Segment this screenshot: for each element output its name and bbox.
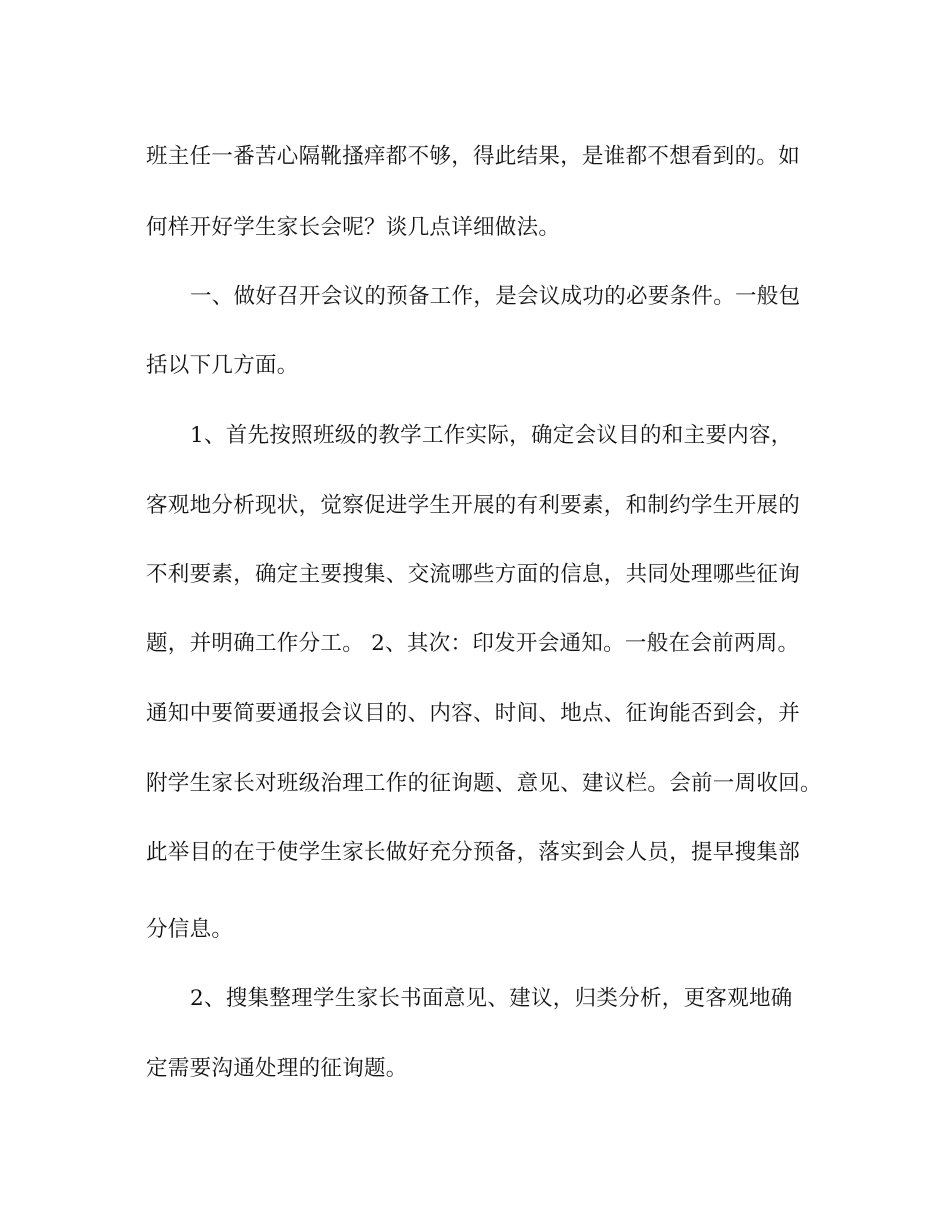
text-line-2: 何样开好学生家长会呢？谈几点详细做法。 [146, 215, 561, 240]
text-line-1: 班主任一番苦心隔靴搔痒都不够，得此结果，是谁都不想看到的。如 [146, 144, 801, 169]
text-line-3: 一、做好召开会议的预备工作，是会议成功的必要条件。一般包 [190, 284, 801, 309]
text-line-11: 此举目的在于使学生家长做好充分预备，落实到会人员，提早搜集部 [146, 840, 801, 865]
text-line-10: 附学生家长对班级治理工作的征询题、意见、建议栏。会前一周收回。 [146, 771, 822, 796]
text-line-4: 括以下几方面。 [146, 353, 299, 378]
text-line-6: 客观地分析现状，觉察促进学生开展的有利要素，和制约学生开展的 [146, 493, 801, 518]
text-line-14: 定需要沟通处理的征询题。 [146, 1056, 408, 1081]
text-line-12: 分信息。 [146, 917, 234, 942]
text-line-5: 1、首先按照班级的教学工作实际，确定会议目的和主要内容， [190, 423, 793, 448]
text-line-13: 2、搜集整理学生家长书面意见、建议，归类分析，更客观地确 [190, 986, 793, 1011]
text-line-7: 不利要素，确定主要搜集、交流哪些方面的信息，共同处理哪些征询 [146, 562, 801, 587]
text-line-8: 题，并明确工作分工。 2、其次：印发开会通知。一般在会前两周。 [146, 631, 800, 656]
text-line-9: 通知中要简要通报会议目的、内容、时间、地点、征询能否到会，并 [146, 701, 801, 726]
